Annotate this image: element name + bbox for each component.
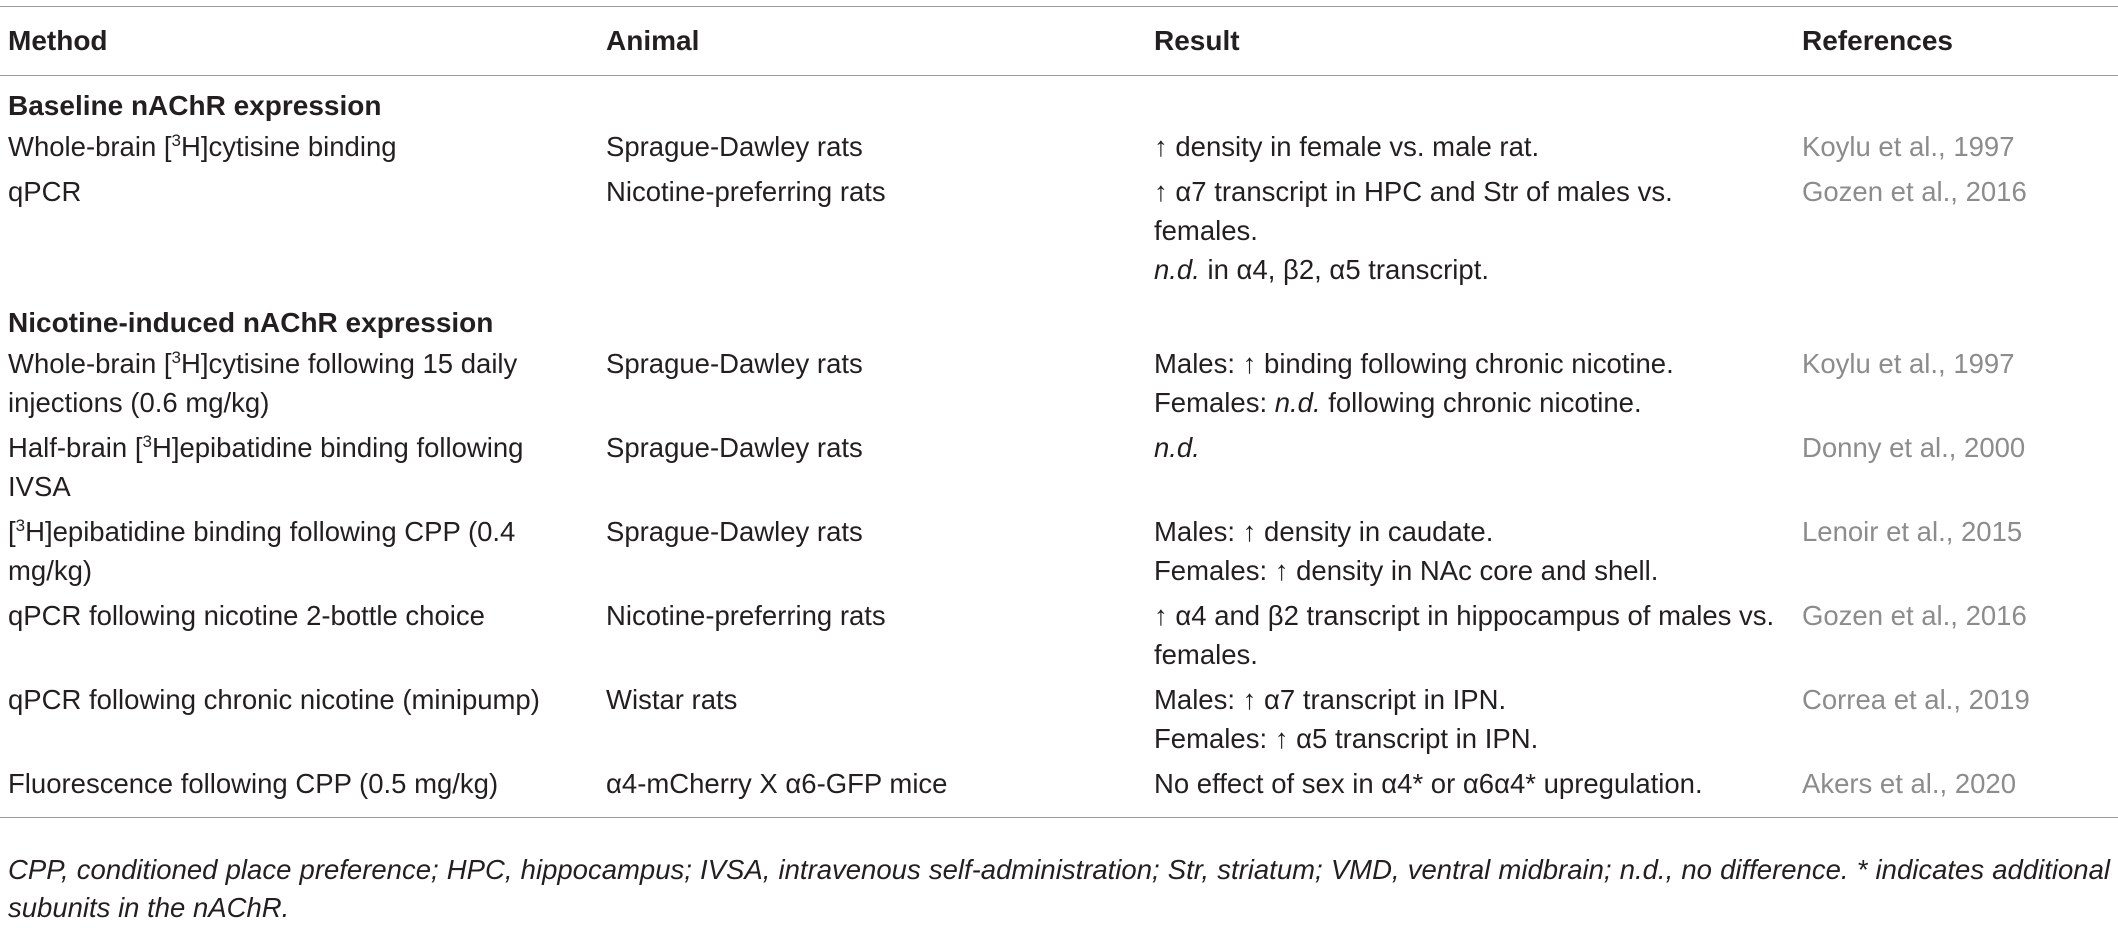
text-line bbox=[8, 684, 540, 715]
cell-result bbox=[1153, 762, 1801, 818]
text-line bbox=[1154, 172, 1781, 250]
text-line bbox=[1154, 512, 1781, 551]
text-line bbox=[1154, 127, 1781, 166]
cell-method bbox=[0, 510, 602, 594]
text-line bbox=[1154, 551, 1781, 590]
text-run: Females: bbox=[1154, 387, 1275, 418]
section-row bbox=[0, 293, 2118, 342]
text-run: ↑ α7 transcript in HPC and Str of males vs. females. bbox=[1154, 176, 1673, 246]
text-line bbox=[8, 131, 397, 162]
text-run: Males: ↑ density in caudate. bbox=[1154, 516, 1494, 547]
table-row bbox=[0, 125, 2118, 170]
text-line bbox=[8, 516, 515, 586]
table-row bbox=[0, 170, 2118, 293]
cell-result bbox=[1153, 510, 1801, 594]
text-run: qPCR following nicotine 2-bottle choice bbox=[8, 600, 485, 631]
cell-reference: Gozen et al., 2016 bbox=[1802, 600, 2027, 631]
cell-reference: Gozen et al., 2016 bbox=[1802, 176, 2027, 207]
header-references: References bbox=[1801, 7, 2118, 76]
cell-animal: Sprague-Dawley rats bbox=[606, 432, 863, 463]
superscript: 3 bbox=[171, 131, 182, 150]
text-run: Whole-brain [ bbox=[8, 131, 172, 162]
text-run: H]epibatidine binding following CPP (0.4 mg/kg) bbox=[8, 516, 516, 586]
cell-result bbox=[1153, 594, 1801, 678]
text-run: [ bbox=[8, 516, 16, 547]
text-line bbox=[1154, 428, 1781, 467]
header-animal: Animal bbox=[602, 7, 1153, 76]
text-line bbox=[8, 768, 498, 799]
cell-reference: Donny et al., 2000 bbox=[1802, 432, 2026, 463]
cell-result bbox=[1153, 125, 1801, 170]
table-footnote: CPP, conditioned place preference; HPC, hippocampus; IVSA, intravenous self-administration; Str, striatum; VMD, ventral midbrain; n.d., no difference. * indicates additional subunits in the nAChR. bbox=[8, 854, 2110, 923]
section-title: Baseline nAChR expression bbox=[8, 90, 382, 121]
text-run: Fluorescence following CPP (0.5 mg/kg) bbox=[8, 768, 499, 799]
cell-reference: Correa et al., 2019 bbox=[1802, 684, 2030, 715]
cell-animal: α4-mCherry X α6-GFP mice bbox=[602, 762, 1153, 818]
superscript: 3 bbox=[171, 348, 182, 367]
cell-method bbox=[0, 762, 602, 818]
text-run: qPCR bbox=[8, 176, 82, 207]
header-method: Method bbox=[0, 7, 602, 76]
cell-animal: Sprague-Dawley rats bbox=[606, 516, 863, 547]
text-run: Males: ↑ α7 transcript in IPN. bbox=[1154, 684, 1507, 715]
text-line bbox=[8, 176, 81, 207]
cell-method bbox=[0, 594, 602, 678]
cell-method bbox=[0, 678, 602, 762]
text-run: H]cytisine following 15 daily injections (0.6 mg/kg) bbox=[8, 348, 518, 418]
text-run: in α4, β2, α5 transcript. bbox=[1199, 254, 1489, 285]
cell-animal: Nicotine-preferring rats bbox=[606, 176, 886, 207]
italic-run: n.d. bbox=[1274, 387, 1321, 418]
cell-result bbox=[1153, 170, 1801, 293]
section-row bbox=[0, 76, 2118, 126]
header-result: Result bbox=[1153, 7, 1801, 76]
cell-reference: Akers et al., 2020 bbox=[1801, 762, 2118, 818]
text-line bbox=[8, 348, 517, 418]
text-run: Half-brain [ bbox=[8, 432, 143, 463]
text-run: H]cytisine binding bbox=[181, 131, 397, 162]
text-line bbox=[1154, 596, 1781, 674]
text-line bbox=[1154, 719, 1781, 758]
header-row bbox=[0, 7, 2118, 76]
cell-animal: Sprague-Dawley rats bbox=[606, 348, 863, 379]
cell-method bbox=[0, 170, 602, 293]
text-line bbox=[8, 432, 523, 502]
superscript: 3 bbox=[142, 432, 152, 451]
text-run: Females: ↑ density in NAc core and shell. bbox=[1154, 555, 1659, 586]
cell-result bbox=[1153, 426, 1801, 510]
table-row bbox=[0, 762, 2118, 818]
cell-method bbox=[0, 125, 602, 170]
data-table bbox=[0, 6, 2118, 818]
text-run: qPCR following chronic nicotine (minipump) bbox=[8, 684, 540, 715]
text-line bbox=[1154, 250, 1781, 289]
text-run: following chronic nicotine. bbox=[1320, 387, 1642, 418]
cell-reference: Koylu et al., 1997 bbox=[1802, 131, 2015, 162]
text-run: ↑ density in female vs. male rat. bbox=[1154, 131, 1540, 162]
text-run: No effect of sex in α4* or α6α4* upregulation. bbox=[1154, 768, 1703, 799]
cell-reference: Koylu et al., 1997 bbox=[1802, 348, 2015, 379]
cell-animal: Sprague-Dawley rats bbox=[606, 131, 863, 162]
cell-result bbox=[1153, 678, 1801, 762]
table-row bbox=[0, 510, 2118, 594]
table-row bbox=[0, 594, 2118, 678]
table-body bbox=[0, 76, 2118, 818]
text-line bbox=[1154, 383, 1781, 422]
table-row bbox=[0, 426, 2118, 510]
cell-result bbox=[1153, 342, 1801, 426]
text-line bbox=[1154, 764, 1781, 803]
italic-run: n.d. bbox=[1154, 254, 1200, 285]
table-row bbox=[0, 678, 2118, 762]
table-row bbox=[0, 342, 2118, 426]
cell-method bbox=[0, 426, 602, 510]
text-run: H]epibatidine binding following IVSA bbox=[8, 432, 524, 502]
text-line bbox=[8, 600, 485, 631]
text-run: Whole-brain [ bbox=[8, 348, 172, 379]
section-title: Nicotine-induced nAChR expression bbox=[8, 307, 494, 338]
text-run: ↑ α4 and β2 transcript in hippocampus of males vs. females. bbox=[1154, 600, 1775, 670]
text-line bbox=[1154, 680, 1781, 719]
superscript: 3 bbox=[15, 516, 26, 535]
cell-reference: Lenoir et al., 2015 bbox=[1802, 516, 2023, 547]
cell-animal: Wistar rats bbox=[606, 684, 738, 715]
italic-run: n.d. bbox=[1154, 432, 1200, 463]
cell-method bbox=[0, 342, 602, 426]
cell-animal: Nicotine-preferring rats bbox=[606, 600, 886, 631]
text-run: Females: ↑ α5 transcript in IPN. bbox=[1154, 723, 1539, 754]
text-line bbox=[1154, 344, 1781, 383]
text-run: Males: ↑ binding following chronic nicotine. bbox=[1154, 348, 1674, 379]
